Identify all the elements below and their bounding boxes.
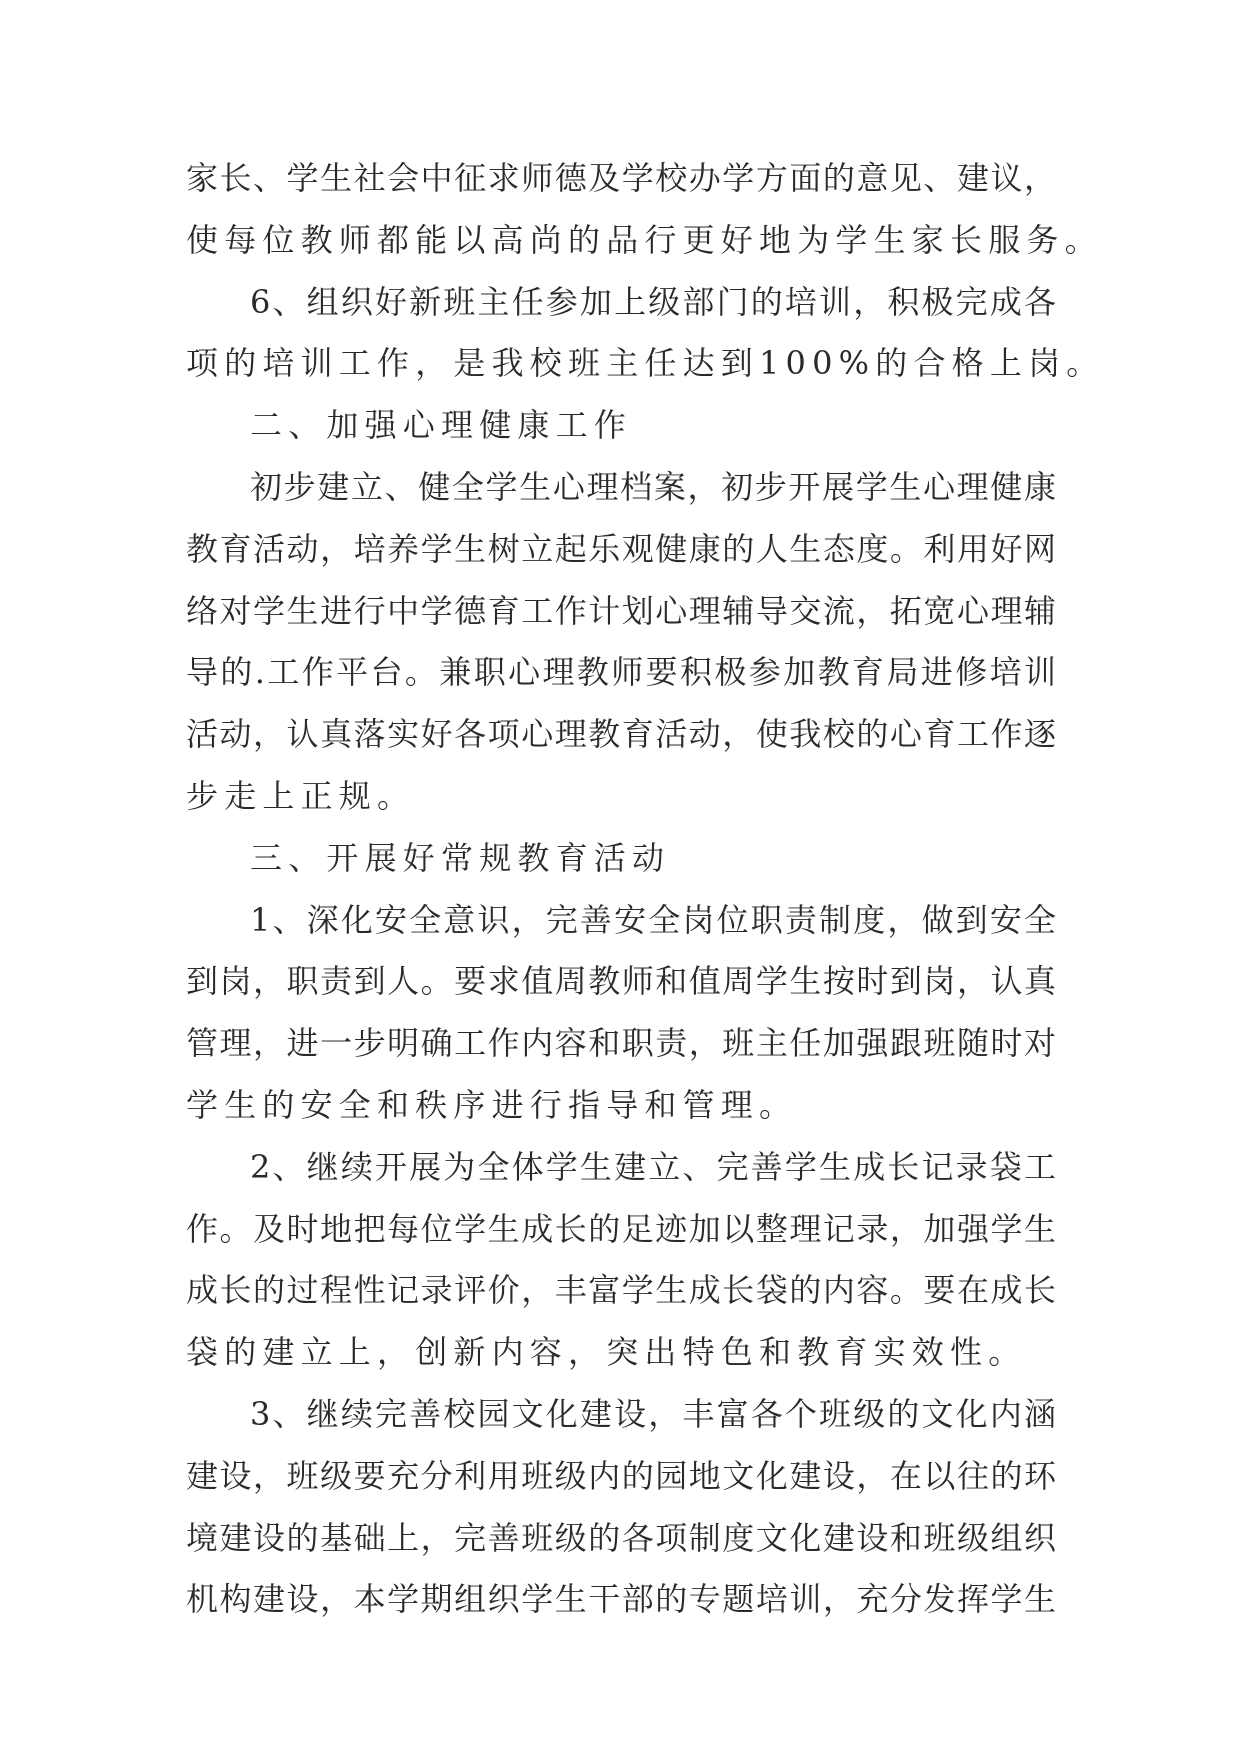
text-line: 机构建设，本学期组织学生干部的专题培训，充分发挥学生	[186, 1580, 1056, 1619]
text-line: 使每位教师都能以高尚的品行更好地为学生家长服务。	[186, 220, 1103, 259]
text-line: 成长的过程性记录评价，丰富学生成长袋的内容。要在成长	[186, 1271, 1056, 1310]
text-line: 3、继续完善校园文化建设，丰富各个班级的文化内涵	[250, 1394, 1056, 1433]
text-line: 络对学生进行中学德育工作计划心理辅导交流，拓宽心理辅	[186, 591, 1056, 630]
text-line: 6、组织好新班主任参加上级部门的培训，积极完成各	[250, 282, 1056, 321]
text-line: 2、继续开展为全体学生建立、完善学生成长记录袋工	[250, 1147, 1056, 1186]
text-line: 袋的建立上，创新内容，突出特色和教育实效性。	[186, 1333, 1027, 1372]
text-line: 初步建立、健全学生心理档案，初步开展学生心理健康	[250, 467, 1056, 506]
body-text	[186, 148, 1105, 1631]
text-line: 建设，班级要充分利用班级内的园地文化建设，在以往的环	[186, 1456, 1056, 1495]
text-line: 导的.工作平台。兼职心理教师要积极参加教育局进修培训	[186, 653, 1056, 692]
text-line: 管理，进一步明确工作内容和职责，班主任加强跟班随时对	[186, 1024, 1056, 1063]
text-line: 1、深化安全意识，完善安全岗位职责制度，做到安全	[250, 900, 1056, 939]
text-line: 家长、学生社会中征求师德及学校办学方面的意见、建议，	[186, 159, 1056, 197]
text-line: 到岗，职责到人。要求值周教师和值周学生按时到岗，认真	[186, 962, 1056, 1001]
text-line: 作。及时地把每位学生成长的足迹加以整理记录，加强学生	[186, 1209, 1056, 1248]
text-line: 境建设的基础上，完善班级的各项制度文化建设和班级组织	[186, 1518, 1056, 1557]
text-line: 教育活动，培养学生树立起乐观健康的人生态度。利用好网	[186, 529, 1056, 568]
text-line: 项的培训工作，是我校班主任达到100%的合格上岗。	[186, 344, 1105, 383]
section-heading: 二、加强心理健康工作	[250, 406, 633, 445]
text-line: 学生的安全和秩序进行指导和管理。	[186, 1085, 798, 1124]
text-line: 活动，认真落实好各项心理教育活动，使我校的心育工作逐	[186, 715, 1056, 754]
section-heading: 三、开展好常规教育活动	[250, 838, 671, 877]
text-line: 步走上正规。	[186, 776, 416, 815]
